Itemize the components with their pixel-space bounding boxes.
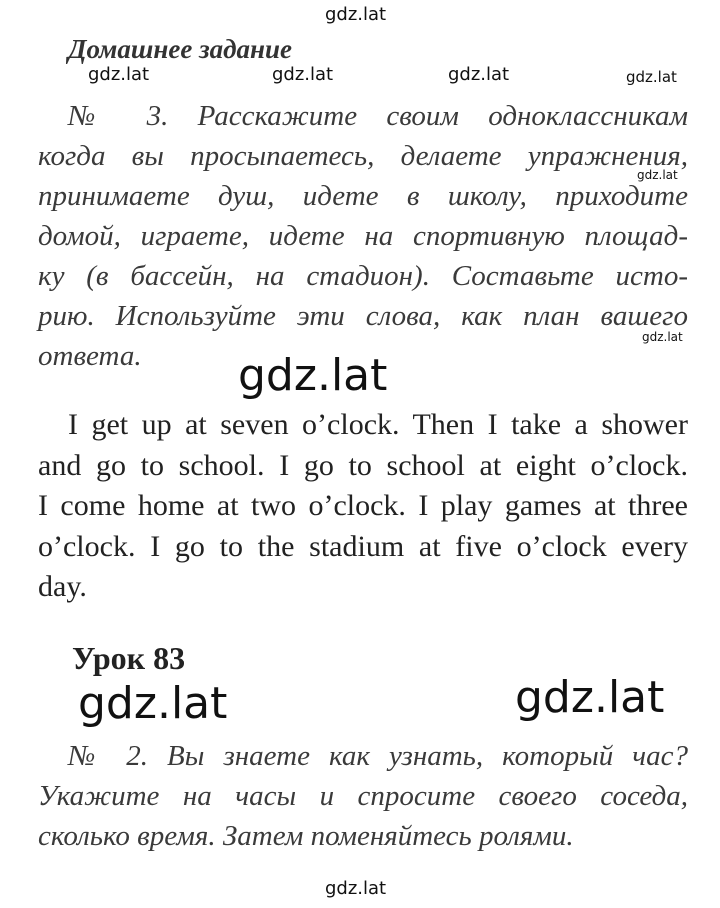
watermark-large-2: gdz.lat <box>78 678 228 729</box>
lesson-task-line: № 2. Вы знаете как узнать, который час? <box>68 740 688 772</box>
watermark-large-1: gdz.lat <box>238 350 388 401</box>
lesson-task <box>38 736 688 856</box>
watermark-small-2: gdz.lat <box>272 64 334 85</box>
task-line: когда вы просыпаетесь, делаете упражнения, <box>38 140 688 172</box>
watermark-top: gdz.lat <box>325 4 387 25</box>
watermark-large-3: gdz.lat <box>515 672 665 723</box>
lesson-task-line: Укажите на часы и спросите своего соседа, <box>38 780 688 812</box>
answer-line: o’clock. I go to the stadium at five o’clock every <box>38 529 688 563</box>
answer-line: day. <box>38 570 87 603</box>
task-line: домой, играете, идете на спортивную площад- <box>38 220 688 252</box>
answer-line: I come home at two o’clock. I play games at three <box>38 489 688 522</box>
answer-line: I get up at seven o’clock. Then I take a shower <box>68 408 688 441</box>
watermark-small-4: gdz.lat <box>626 68 677 86</box>
watermark-small-1: gdz.lat <box>88 64 150 85</box>
watermark-small-3: gdz.lat <box>448 64 510 85</box>
lesson-task-line: сколько время. Затем поменяйтесь ролями. <box>38 820 574 852</box>
homework-answer <box>38 405 688 608</box>
watermark-tiny-2: gdz.lat <box>642 330 683 344</box>
homework-task <box>38 96 688 376</box>
lesson-title: Урок 83 <box>72 640 186 676</box>
task-line: № 3. Расскажите своим одноклассникам <box>68 100 688 132</box>
homework-heading: Домашнее задание <box>68 34 293 64</box>
answer-line: and go to school. I go to school at eight o’clock. <box>38 448 688 482</box>
task-line: ку (в бассейн, на стадион). Составьте исто- <box>38 260 688 292</box>
watermark-tiny-1: gdz.lat <box>637 168 678 182</box>
task-line: принимаете душ, идете в школу, приходите <box>38 180 688 212</box>
task-line: рию. Используйте эти слова, как план вашего <box>38 300 688 332</box>
watermark-bottom: gdz.lat <box>325 878 387 899</box>
task-line: ответа. <box>38 340 142 372</box>
